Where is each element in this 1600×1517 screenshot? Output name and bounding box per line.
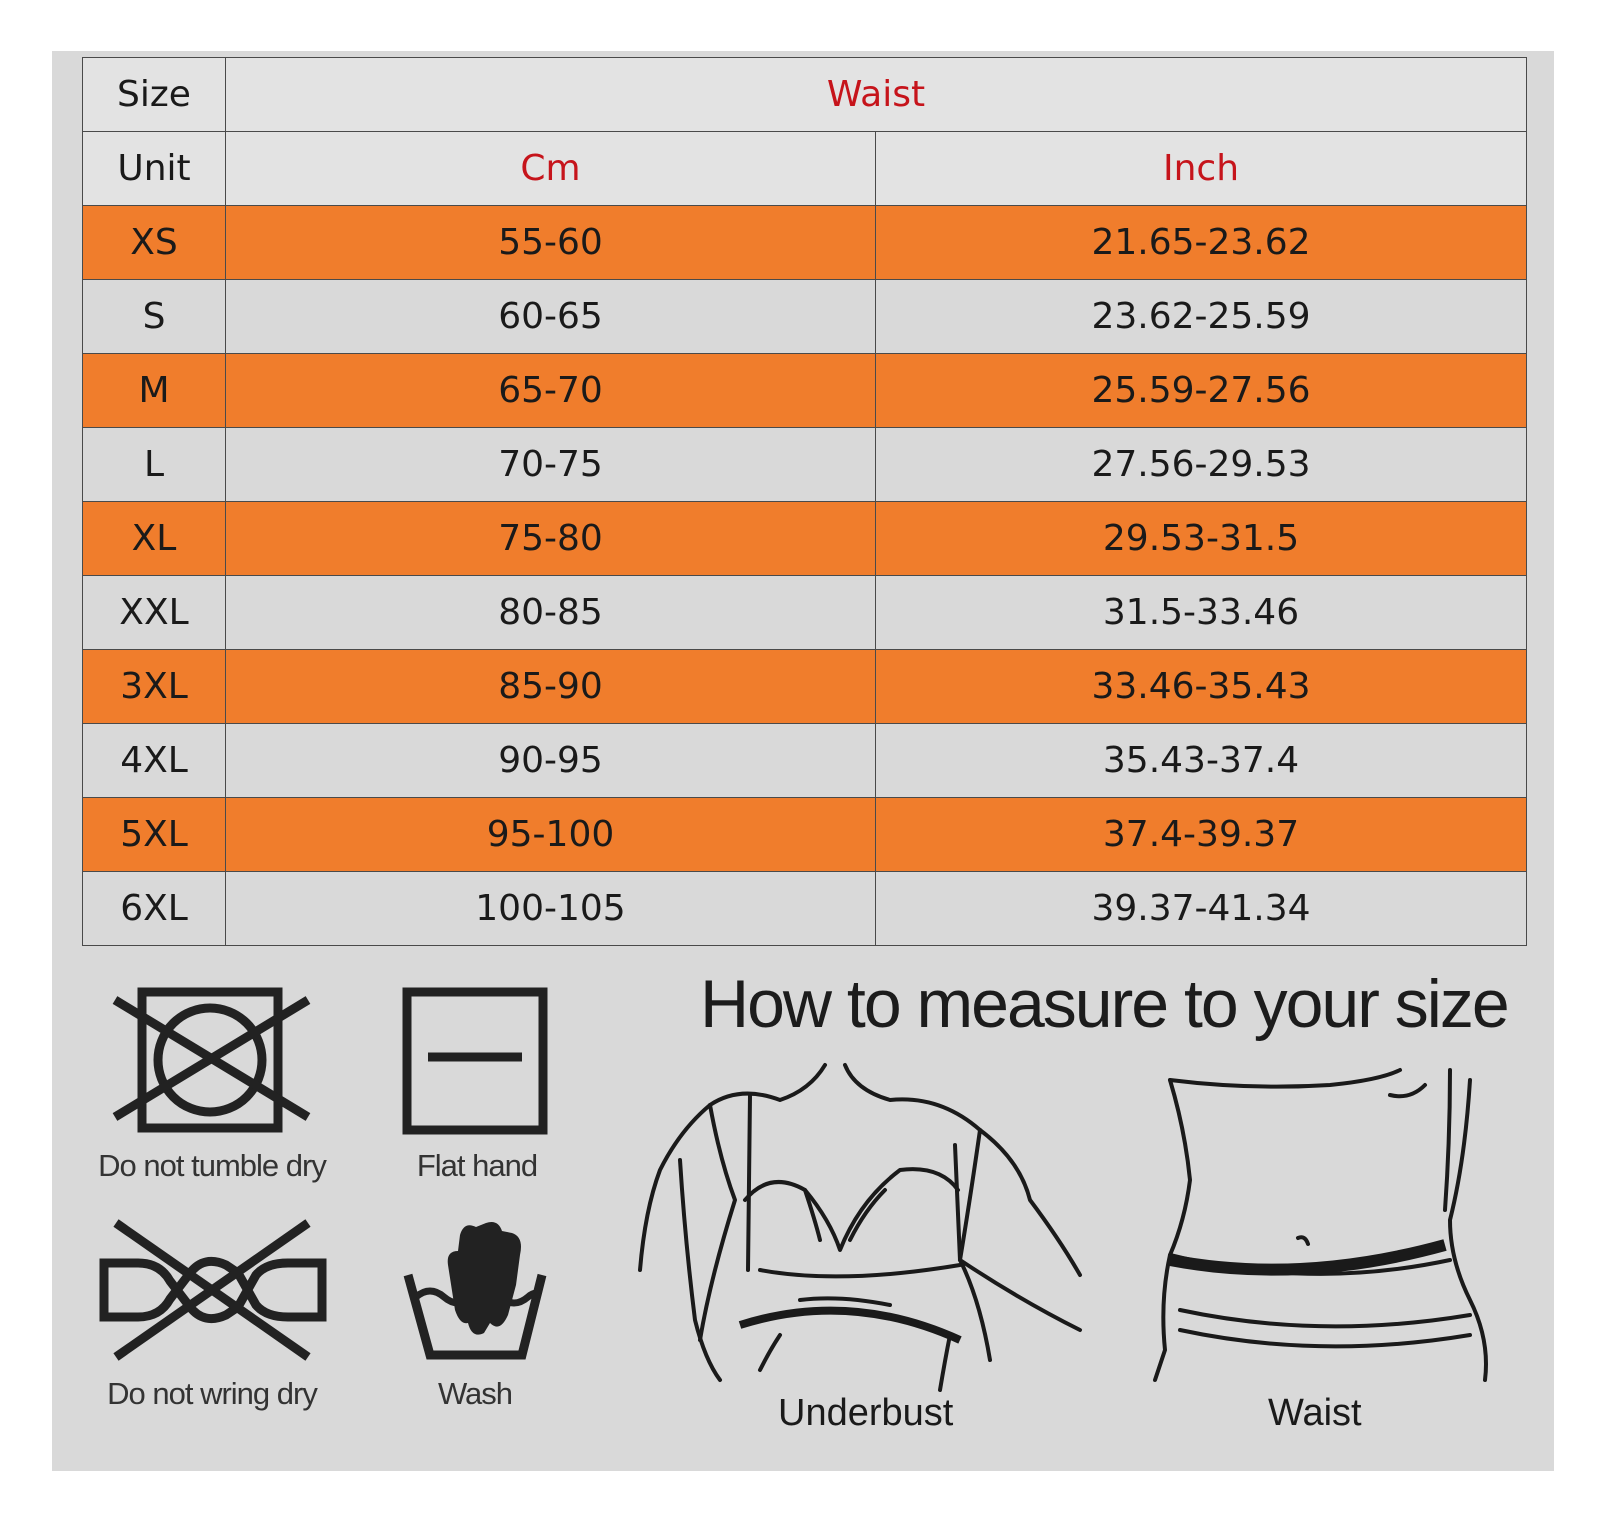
size-cell: XL bbox=[83, 502, 226, 576]
inch-cell: 27.56-29.53 bbox=[876, 428, 1527, 502]
cm-cell: 100-105 bbox=[226, 872, 876, 946]
table-row bbox=[83, 798, 1527, 872]
flat-hand-label: Flat hand bbox=[416, 1148, 538, 1183]
measure-title: How to measure to your size bbox=[700, 966, 1508, 1042]
inch-cell: 23.62-25.59 bbox=[876, 280, 1527, 354]
inch-header: Inch bbox=[876, 132, 1527, 206]
inch-cell: 29.53-31.5 bbox=[876, 502, 1527, 576]
inch-cell: 39.37-41.34 bbox=[876, 872, 1527, 946]
size-cell: 4XL bbox=[83, 724, 226, 798]
table-row bbox=[83, 280, 1527, 354]
size-cell: M bbox=[83, 354, 226, 428]
waist-figure-illustration bbox=[1150, 1060, 1510, 1390]
table-row bbox=[83, 724, 1527, 798]
cm-cell: 95-100 bbox=[226, 798, 876, 872]
waist-figure-label: Waist bbox=[1268, 1392, 1362, 1434]
cm-cell: 90-95 bbox=[226, 724, 876, 798]
size-cell: 5XL bbox=[83, 798, 226, 872]
size-chart-table bbox=[82, 57, 1527, 946]
inch-cell: 21.65-23.62 bbox=[876, 206, 1527, 280]
underbust-label: Underbust bbox=[778, 1392, 954, 1434]
size-header: Size bbox=[83, 58, 226, 132]
cm-cell: 75-80 bbox=[226, 502, 876, 576]
do-not-tumble-dry-icon bbox=[110, 985, 320, 1135]
table-header-row bbox=[83, 58, 1527, 132]
table-row bbox=[83, 872, 1527, 946]
underbust-figure-illustration bbox=[640, 1060, 1090, 1390]
inch-cell: 31.5-33.46 bbox=[876, 576, 1527, 650]
cm-cell: 60-65 bbox=[226, 280, 876, 354]
size-cell: XXL bbox=[83, 576, 226, 650]
inch-cell: 33.46-35.43 bbox=[876, 650, 1527, 724]
cm-cell: 80-85 bbox=[226, 576, 876, 650]
hand-wash-icon bbox=[400, 1215, 550, 1365]
dry-flat-icon bbox=[400, 985, 550, 1135]
wash-label: Wash bbox=[437, 1376, 513, 1411]
do-not-wring-dry-label: Do not wring dry bbox=[107, 1376, 317, 1411]
size-cell: 6XL bbox=[83, 872, 226, 946]
size-cell: S bbox=[83, 280, 226, 354]
table-unit-row bbox=[83, 132, 1527, 206]
waist-header: Waist bbox=[226, 58, 1527, 132]
size-cell: L bbox=[83, 428, 226, 502]
cm-header: Cm bbox=[226, 132, 876, 206]
cm-cell: 65-70 bbox=[226, 354, 876, 428]
size-cell: 3XL bbox=[83, 650, 226, 724]
table-row bbox=[83, 428, 1527, 502]
do-not-tumble-dry-label: Do not tumble dry bbox=[98, 1148, 326, 1183]
inch-cell: 37.4-39.37 bbox=[876, 798, 1527, 872]
table-row bbox=[83, 576, 1527, 650]
table-row bbox=[83, 354, 1527, 428]
table-row bbox=[83, 650, 1527, 724]
table-row bbox=[83, 206, 1527, 280]
size-cell: XS bbox=[83, 206, 226, 280]
cm-cell: 70-75 bbox=[226, 428, 876, 502]
do-not-wring-icon bbox=[98, 1215, 328, 1365]
cm-cell: 85-90 bbox=[226, 650, 876, 724]
unit-header: Unit bbox=[83, 132, 226, 206]
inch-cell: 35.43-37.4 bbox=[876, 724, 1527, 798]
inch-cell: 25.59-27.56 bbox=[876, 354, 1527, 428]
table-row bbox=[83, 502, 1527, 576]
cm-cell: 55-60 bbox=[226, 206, 876, 280]
